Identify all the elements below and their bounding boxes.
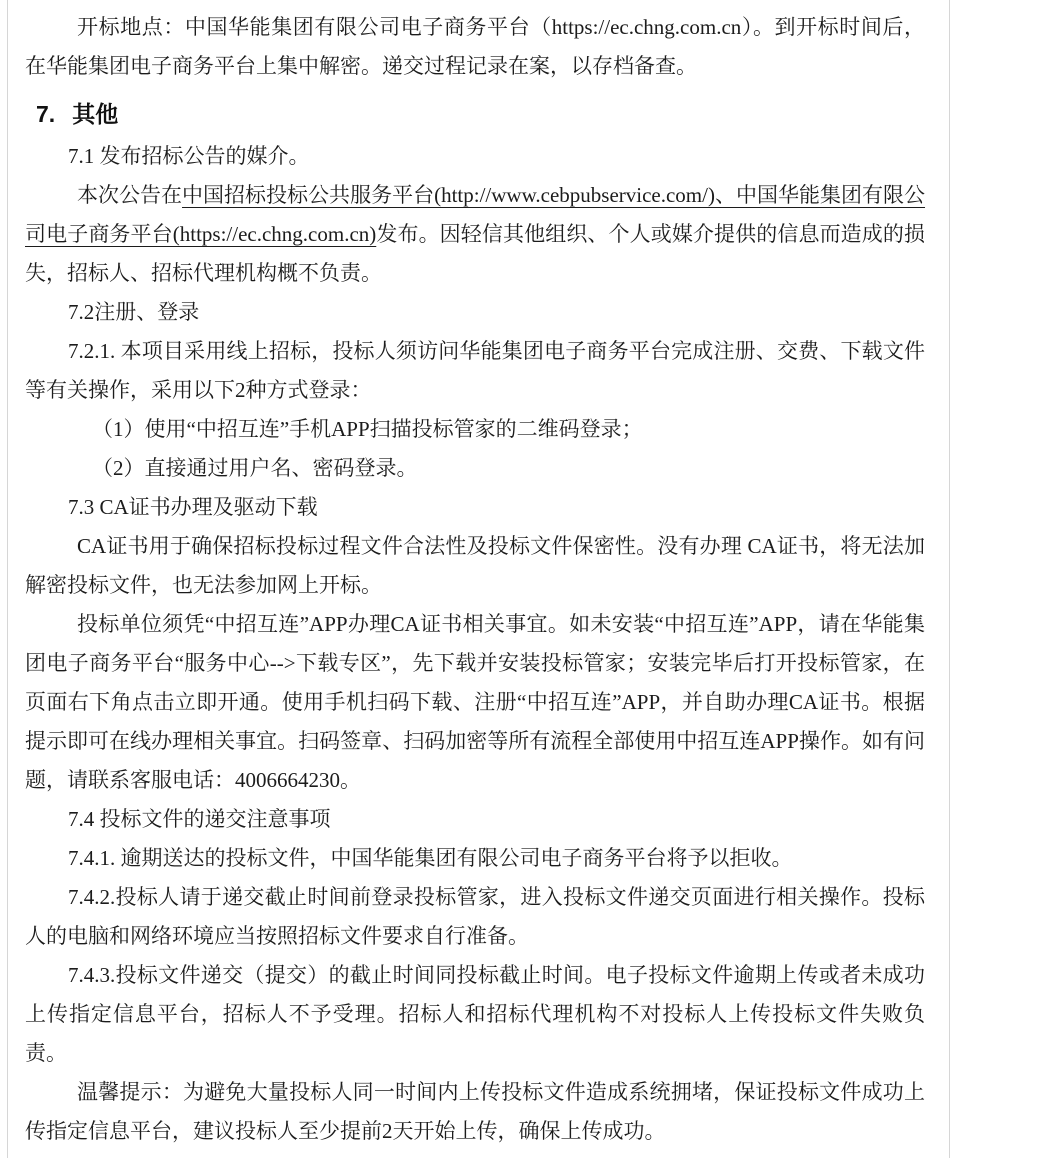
heading-title: 其他 <box>72 101 119 127</box>
text-segment: 本次公告在 <box>77 183 183 207</box>
paragraph: CA证书用于确保招标投标过程文件合法性及投标文件保密性。没有办理 CA证书，将无法加解密投标文件，也无法参加网上开标。 <box>25 534 925 597</box>
paragraph: 7.4.2.投标人请于递交截止时间前登录投标管家，进入投标文件递交页面进行相关操作。投标人的电脑和网络环境应当按照招标文件要求自行准备。 <box>25 885 925 948</box>
paragraph: 7.2.1. 本项目采用线上招标，投标人须访问华能集团电子商务平台完成注册、交费、下载文件等有关操作，采用以下2种方式登录： <box>25 339 925 402</box>
paragraph: （2）直接通过用户名、密码登录。 <box>92 456 418 480</box>
paragraph: 投标单位须凭“中招互连”APP办理CA证书相关事宜。如未安装“中招互连”APP，请在华能集团电子商务平台“服务中心-->下载专区”，先下载并安装投标管家；安装完毕后打开投标管家，在页面右下角点击立即开通。使用手机扫码下载、注册“中招互连”APP，并自助办理CA证书。根据提示即可在线办理相关事宜。扫码签章、扫码加密等所有流程全部使用中招互连APP操作。如有问题，请联系客服电话：4006664230。 <box>25 612 925 792</box>
hyperlink-text[interactable]: 中国招标投标公共服务平台(http://www.cebpubservice.com/)、中国华能集团有限公司电子商务平台(https://ec.chng.com.cn) <box>25 183 926 246</box>
paragraph: 7.4.1. 逾期送达的投标文件，中国华能集团有限公司电子商务平台将予以拒收。 <box>68 846 793 870</box>
paragraph: 7.2注册、登录 <box>68 300 200 324</box>
paragraph: （1）使用“中招互连”手机APP扫描投标管家的二维码登录； <box>92 417 643 441</box>
paragraph <box>25 176 925 293</box>
page-border-left <box>7 0 8 1158</box>
heading-number: 7. <box>36 101 56 127</box>
section-heading <box>36 98 925 130</box>
text-segment: 发布。因轻信其他组织、个人或媒介提供的信息而造成的损失，招标人、招标代理机构概不负责。 <box>25 222 925 285</box>
document-page <box>25 8 925 1151</box>
paragraph: 7.1 发布招标公告的媒介。 <box>68 144 310 168</box>
paragraph: 开标地点：中国华能集团有限公司电子商务平台（https://ec.chng.com.cn）。到开标时间后，在华能集团电子商务平台上集中解密。递交过程记录在案，以存档备查。 <box>25 15 925 78</box>
page-border-right <box>949 0 950 1158</box>
paragraph: 7.4.3.投标文件递交（提交）的截止时间同投标截止时间。电子投标文件逾期上传或者未成功上传指定信息平台，招标人不予受理。招标人和招标代理机构不对投标人上传投标文件失败负责。 <box>25 963 925 1065</box>
paragraph: 7.3 CA证书办理及驱动下载 <box>68 495 318 519</box>
paragraph: 温馨提示：为避免大量投标人同一时间内上传投标文件造成系统拥堵，保证投标文件成功上传指定信息平台，建议投标人至少提前2天开始上传，确保上传成功。 <box>25 1080 925 1143</box>
paragraph: 7.4 投标文件的递交注意事项 <box>68 807 331 831</box>
